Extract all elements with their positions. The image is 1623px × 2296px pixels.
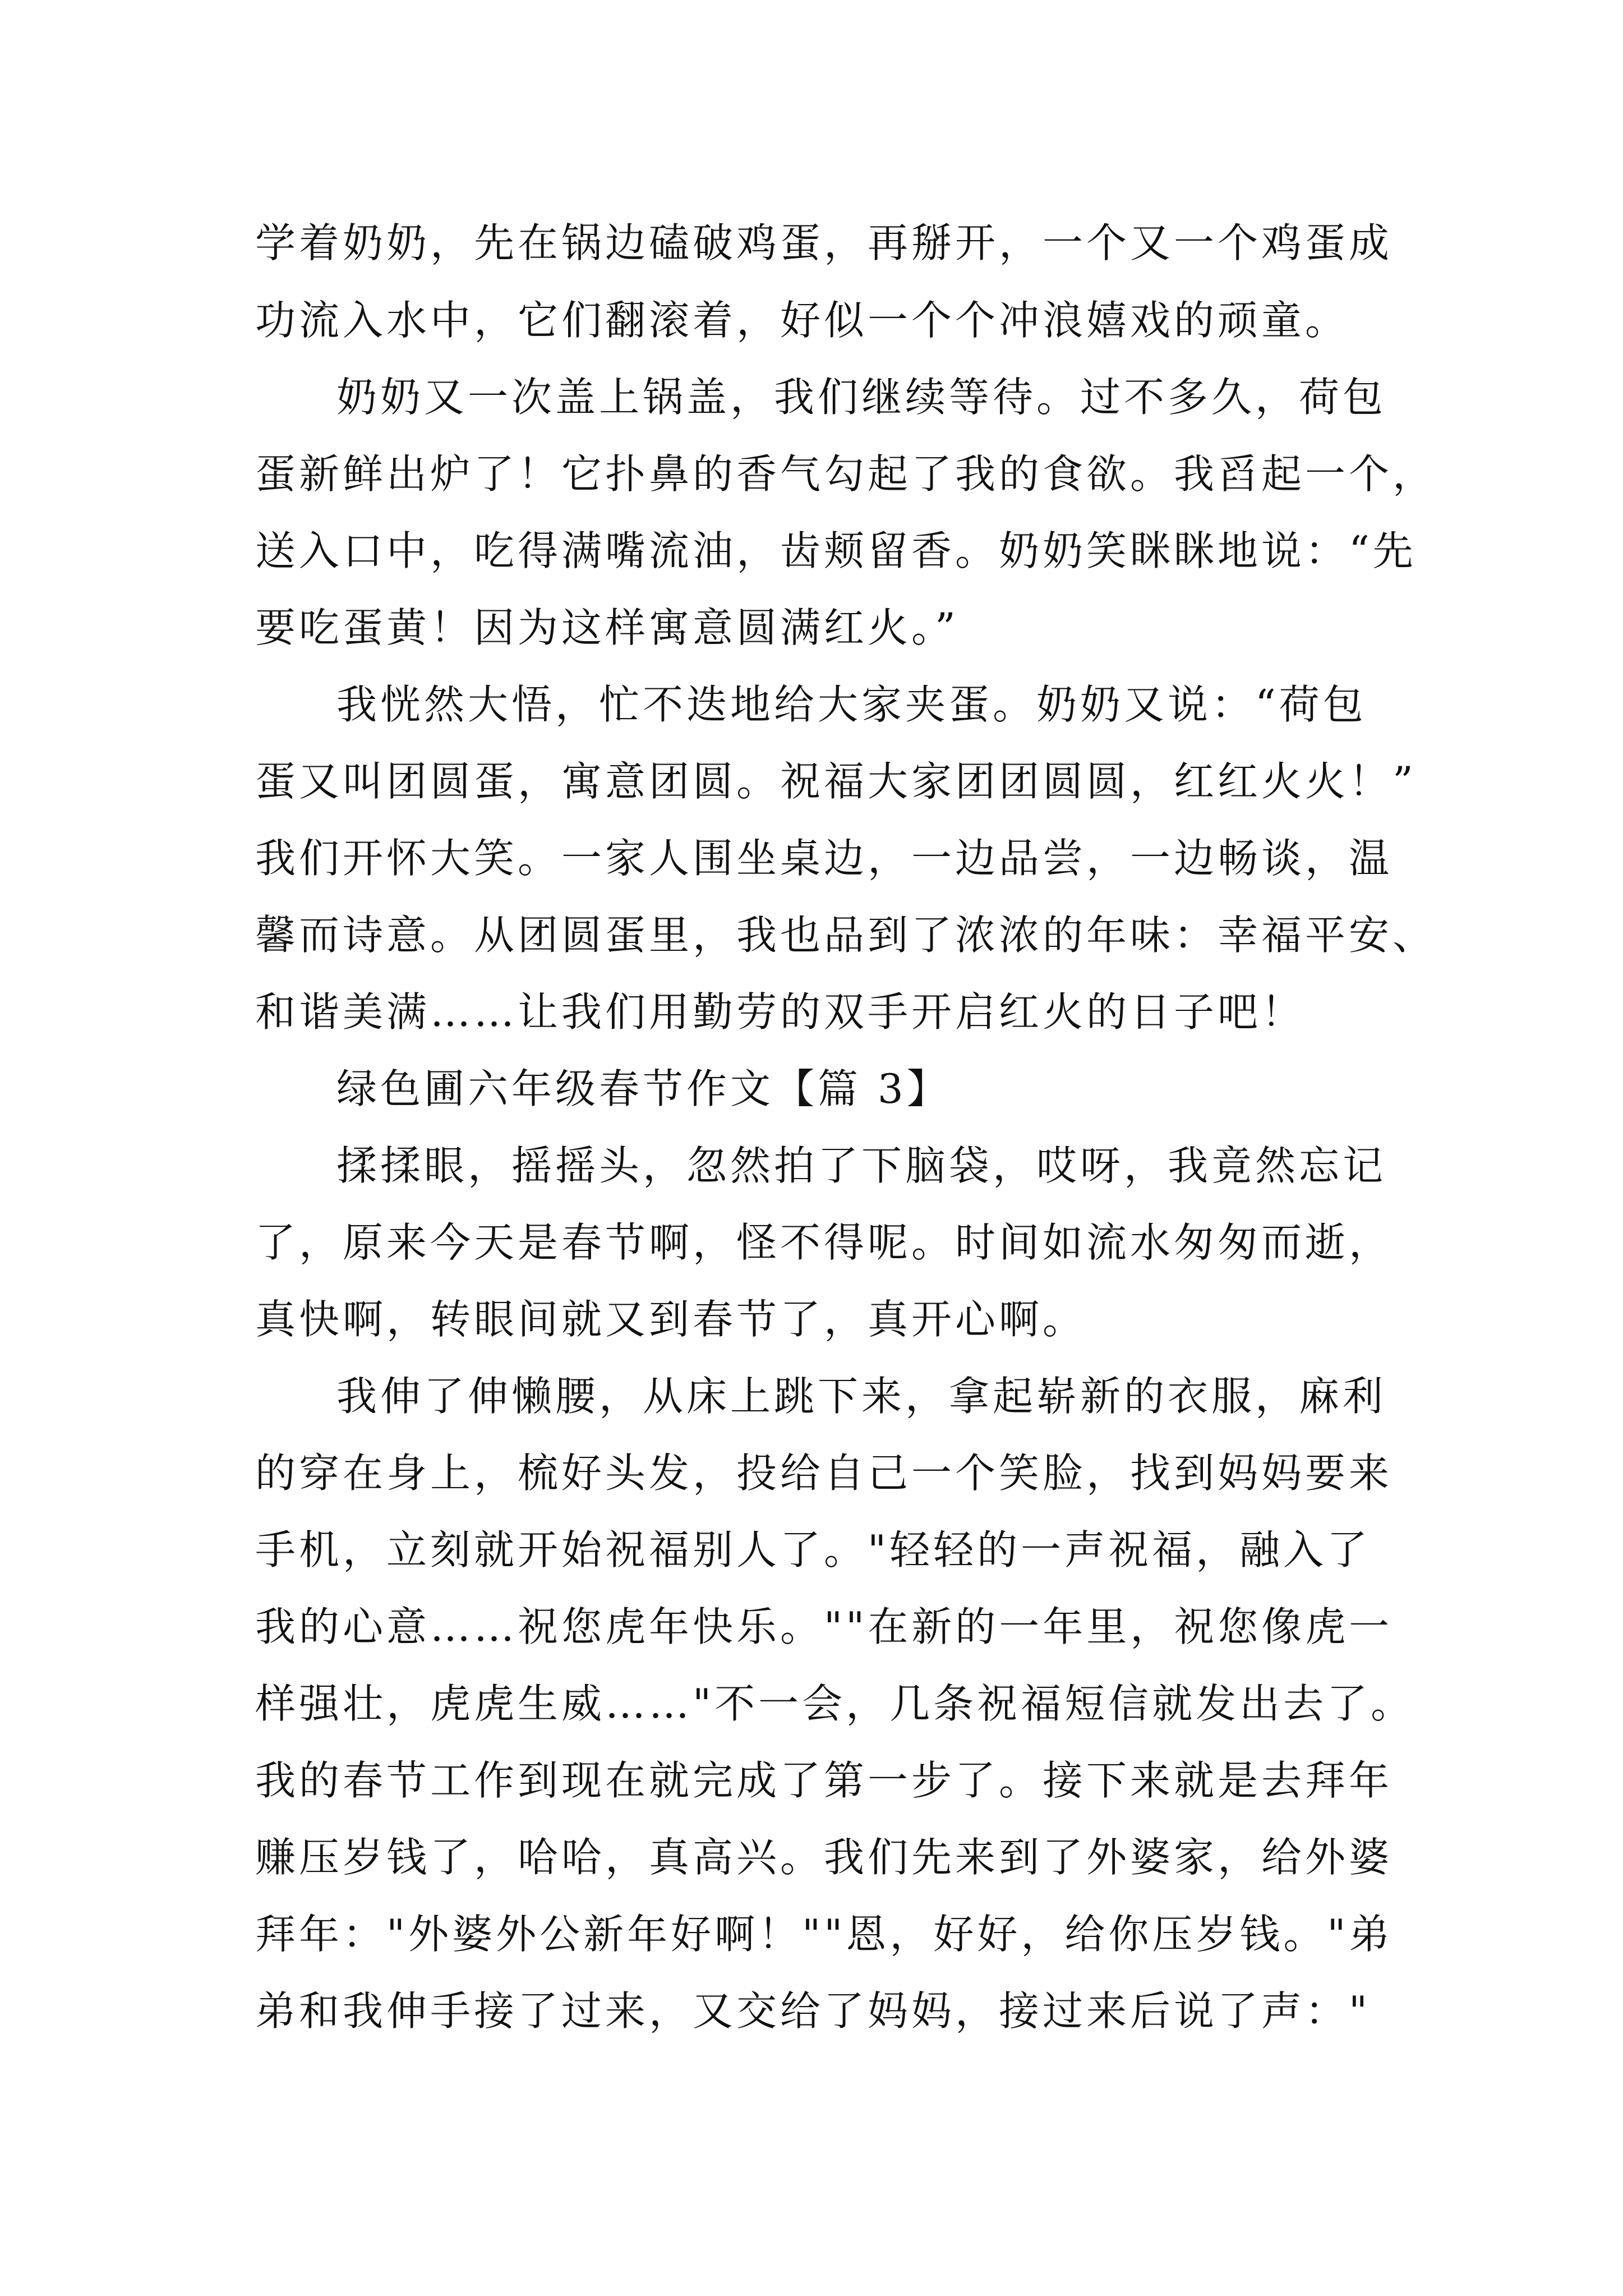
text-line: 馨而诗意。从团圆蛋里，我也品到了浓浓的年味：幸福平安、 bbox=[255, 912, 1437, 959]
text-line: 蛋又叫团圆蛋，寓意团圆。祝福大家团团圆圆，红红火火！” bbox=[255, 758, 1417, 805]
paragraph-first-line: 我伸了伸懒腰，从床上跳下来，拿起崭新的衣服，麻利 bbox=[336, 1373, 1387, 1420]
text-line: 送入口中，吃得满嘴流油，齿颊留香。奶奶笑眯眯地说：“先 bbox=[255, 527, 1417, 574]
text-line: 的穿在身上，梳好头发，投给自己一个笑脸，找到妈妈要来 bbox=[255, 1450, 1393, 1497]
text-line: 真快啊，转眼间就又到春节了，真开心啊。 bbox=[255, 1296, 1087, 1343]
text-line: 我的春节工作到现在就完成了第一步了。接下来就是去拜年 bbox=[255, 1757, 1393, 1804]
section-heading: 绿色圃六年级春节作文【篇 3】 bbox=[336, 1065, 951, 1112]
text-line: 拜年："外婆外公新年好啊！""恩，好好，给你压岁钱。"弟 bbox=[255, 1911, 1393, 1958]
text-line: 要吃蛋黄！因为这样寓意圆满红火。” bbox=[255, 604, 959, 651]
text-line: 弟和我伸手接了过来，又交给了妈妈，接过来后说了声：" bbox=[255, 1987, 1371, 2035]
text-line: 蛋新鲜出炉了！它扑鼻的香气勾起了我的食欲。我舀起一个， bbox=[255, 450, 1437, 498]
text-line: 我们开怀大笑。一家人围坐桌边，一边品尝，一边畅谈，温 bbox=[255, 835, 1393, 882]
paragraph-first-line: 揉揉眼，摇摇头，忽然拍了下脑袋，哎呀，我竟然忘记 bbox=[336, 1142, 1387, 1189]
paragraph-first-line: 奶奶又一次盖上锅盖，我们继续等待。过不多久，荷包 bbox=[336, 374, 1387, 421]
text-line: 学着奶奶，先在锅边磕破鸡蛋，再掰开，一个又一个鸡蛋成 bbox=[255, 219, 1393, 266]
text-line: 了，原来今天是春节啊，怪不得呢。时间如流水匆匆而逝， bbox=[255, 1219, 1393, 1266]
paragraph-first-line: 我恍然大悟，忙不迭地给大家夹蛋。奶奶又说：“荷包 bbox=[336, 681, 1367, 728]
text-line: 赚压岁钱了，哈哈，真高兴。我们先来到了外婆家，给外婆 bbox=[255, 1834, 1393, 1881]
text-line: 和谐美满……让我们用勤劳的双手开启红火的日子吧！ bbox=[255, 988, 1306, 1036]
text-line: 样强壮，虎虎生威……"不一会，几条祝福短信就发出去了。 bbox=[255, 1680, 1415, 1727]
text-line: 功流入水中，它们翻滚着，好似一个个冲浪嬉戏的顽童。 bbox=[255, 297, 1349, 344]
text-line: 我的心意……祝您虎年快乐。""在新的一年里，祝您像虎一 bbox=[255, 1603, 1393, 1650]
text-line: 手机，立刻就开始祝福别人了。"轻轻的一声祝福，融入了 bbox=[255, 1526, 1371, 1573]
